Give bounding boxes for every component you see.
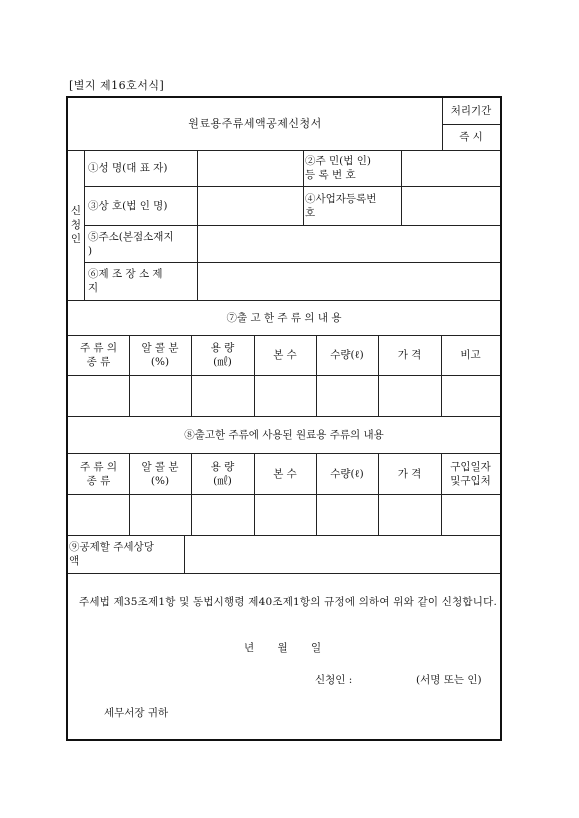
applicant-label: 신 청 인 (70, 205, 82, 245)
section7-column-header: 본 수 (273, 349, 297, 361)
section7-column-header: 비고 (460, 349, 481, 361)
divider (68, 494, 500, 495)
section7-data-cell[interactable] (317, 376, 377, 415)
section7-column-header: 주 류 의 종 류 (79, 342, 118, 368)
form-title: 원료용주류세액공제신청서 (188, 117, 322, 130)
section7-data-cell[interactable] (192, 376, 253, 415)
name-field[interactable] (198, 151, 302, 185)
deduction-amount-field[interactable] (185, 536, 500, 572)
resident-number-field[interactable] (402, 151, 500, 185)
section7-title: ⑦출 고 한 주 류 의 내 용 (226, 311, 342, 324)
sign-or-seal-note: (서명 또는 인) (416, 674, 482, 686)
section7-data-cell[interactable] (442, 376, 499, 415)
section8-data-cell[interactable] (255, 495, 315, 534)
section8-data-cell[interactable] (379, 495, 440, 534)
divider (68, 573, 500, 574)
divider (68, 375, 500, 376)
section7-column-header: 가 격 (397, 349, 422, 361)
section8-column-header: 수량(ℓ) (330, 467, 364, 480)
address-label: ⑤주소(본점소재지 ) (88, 230, 174, 257)
section7-column-header: 알 콜 분 (%) (141, 342, 179, 368)
applicant-sign-label: 신청인 : (315, 674, 353, 686)
factory-location-label: ⑥제 조 장 소 제 지 (88, 268, 163, 294)
name-label: ①성 명(대 표 자) (88, 162, 168, 174)
section8-data-cell[interactable] (192, 495, 253, 534)
factory-location-field[interactable] (198, 263, 500, 299)
business-number-label: ④사업자등록번 호 (305, 192, 377, 219)
section8-data-cell[interactable] (130, 495, 190, 534)
business-number-field[interactable] (402, 187, 500, 224)
section7-column-header: 용 량 (㎖) (210, 342, 235, 368)
section8-data-cell[interactable] (442, 495, 499, 534)
trade-name-field[interactable] (198, 187, 302, 224)
resident-number-label: ②주 민(법 인) 등 록 번 호 (305, 155, 371, 181)
section8-column-header: 가 격 (397, 467, 422, 480)
section8-data-cell[interactable] (69, 495, 128, 534)
section7-data-cell[interactable] (130, 376, 190, 415)
processing-period-value: 즉 시 (459, 131, 483, 143)
section7-data-cell[interactable] (255, 376, 315, 415)
section7-data-cell[interactable] (69, 376, 128, 415)
section8-column-header: 용 량 (㎖) (210, 460, 235, 487)
address-field[interactable] (198, 226, 500, 261)
declaration-text: 주세법 제35조제1항 및 동법시행령 제40조제1항의 규정에 의하여 위와 같이 신청합니다. (79, 596, 497, 608)
date-line: 년 월 일 (244, 642, 322, 654)
processing-period-label: 처리기간 (450, 105, 492, 117)
section8-column-header: 본 수 (273, 467, 297, 480)
deduction-amount-label: ⑨공제할 주세상당 액 (69, 541, 154, 567)
section8-title: ⑧출고한 주류에 사용된 원료용 주류의 내용 (184, 428, 384, 441)
section8-column-header: 주 류 의 종 류 (79, 460, 118, 487)
section8-data-cell[interactable] (317, 495, 377, 534)
section8-column-header: 구입일자 및구입처 (450, 460, 491, 487)
section8-column-header: 알 콜 분 (%) (141, 460, 179, 487)
section7-data-cell[interactable] (379, 376, 440, 415)
addressee: 세무서장 귀하 (104, 707, 169, 719)
trade-name-label: ③상 호(법 인 명) (88, 199, 168, 212)
form-number-label: [별지 제16호서식] (69, 79, 165, 92)
section7-column-header: 수량(ℓ) (330, 349, 364, 361)
